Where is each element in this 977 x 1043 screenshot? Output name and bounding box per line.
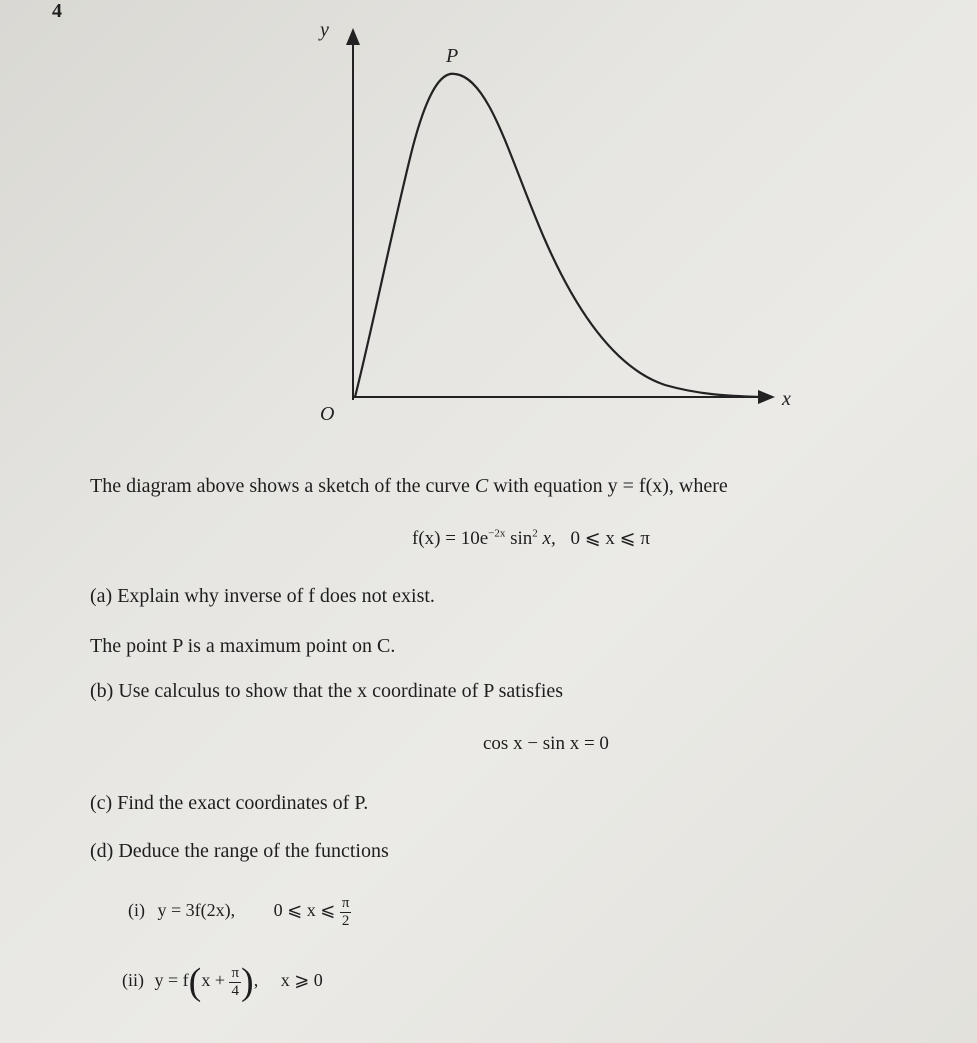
right-paren: ) [241, 961, 254, 1003]
intro-text-2: with equation y = f(x), where [488, 475, 728, 497]
eq-square: 2 [532, 527, 538, 540]
frac-num: π [341, 895, 350, 911]
part-d-ii-domain: x ⩾ 0 [280, 970, 323, 991]
part-d-ii-label: (ii) [122, 970, 144, 991]
part-d: (d) Deduce the range of the functions [90, 840, 389, 862]
y-axis-label: y [320, 19, 329, 41]
question-number: 4 [52, 0, 62, 22]
part-b: (b) Use calculus to show that the x coordinate of P satisfies [90, 680, 564, 702]
part-d-ii-inner: x + [201, 970, 225, 991]
eq-sin: sin [505, 528, 533, 549]
curve-name: C [474, 475, 489, 497]
frac-den: 4 [231, 982, 239, 999]
curve-c [355, 74, 760, 397]
part-c: (c) Find the exact coordinates of P. [90, 792, 369, 814]
part-d-ii-fraction [229, 965, 241, 999]
intro-sentence [90, 475, 728, 498]
curve-sketch [0, 0, 977, 440]
part-d-i [128, 895, 351, 929]
intro-text-1: The diagram above shows a sketch of the curve [90, 475, 475, 497]
eq-domain: 0 ⩽ x ⩽ π [570, 528, 650, 549]
max-point-sentence: The point P is a maximum point on C. [90, 635, 396, 657]
part-d-i-domain: 0 ⩽ x ⩽ [273, 900, 336, 921]
eq-lhs: f(x) = 10e [412, 528, 489, 549]
part-d-i-function: y = 3f(2x), [157, 900, 236, 921]
part-d-i-label: (i) [128, 900, 145, 921]
x-axis-arrow [758, 390, 775, 404]
frac-den: 2 [341, 912, 350, 929]
function-definition [412, 527, 650, 550]
part-d-ii-function: y = f [154, 970, 189, 991]
eq-var: x, [537, 528, 556, 549]
part-d-ii: (ii) y = f(x + $\frac{\pi}{4}$ ), x ⩾ 0 [122, 961, 323, 1003]
part-d-i-fraction [340, 895, 352, 929]
left-paren: ( [188, 961, 202, 1003]
part-a: (a) Explain why inverse of f does not exist. [90, 585, 435, 607]
origin-label: O [320, 403, 335, 425]
point-p-label: P [446, 45, 459, 67]
y-axis-arrow [346, 28, 360, 45]
part-b-equation: cos x − sin x = 0 [483, 733, 609, 754]
frac-num: π [231, 965, 240, 981]
eq-exponent: −2x [488, 527, 506, 540]
x-axis-label: x [782, 388, 791, 410]
